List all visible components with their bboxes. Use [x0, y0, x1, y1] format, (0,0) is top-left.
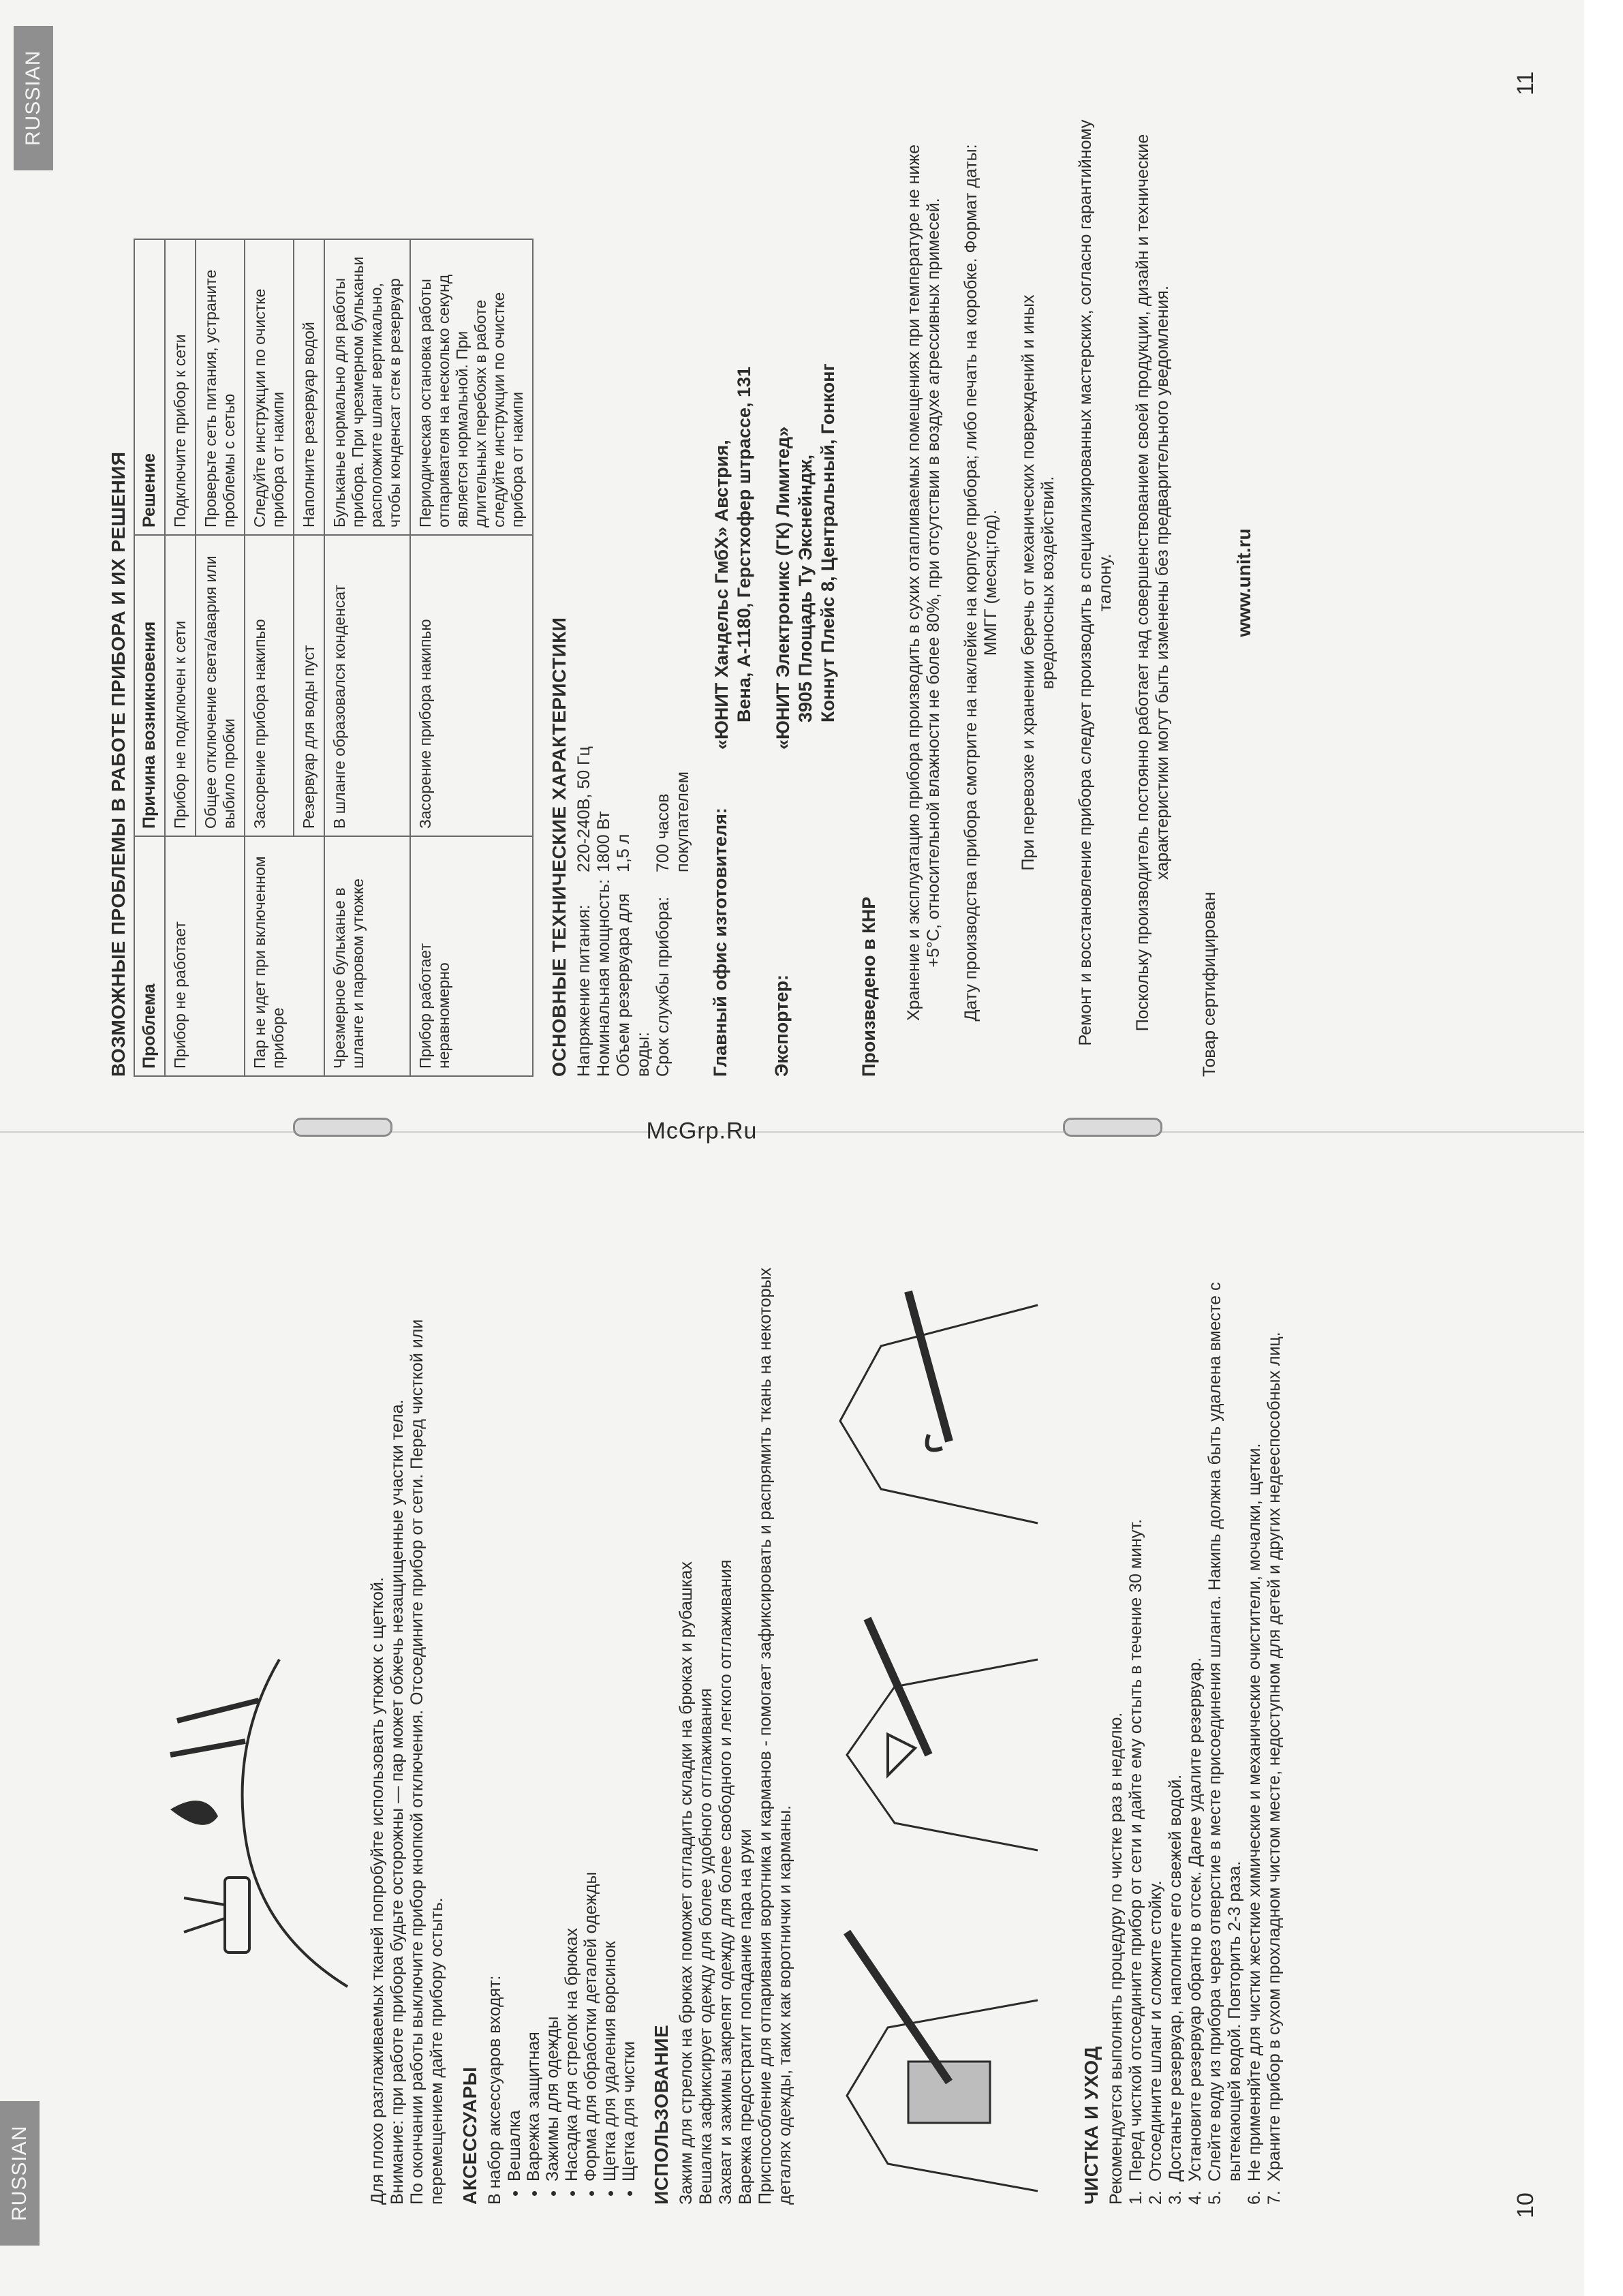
table-cell: Следуйте инструкции по очистке прибора от накипи — [245, 239, 294, 535]
step-text: Не применяйте для чистки жесткие химические и механические очистители, мочалки, щетки. — [1245, 1443, 1264, 2182]
care-steps — [1126, 1223, 1284, 2205]
garment-illustrations — [806, 1223, 1065, 2205]
table-header: Причина возникновения — [134, 535, 165, 836]
hand-mitten — [927, 1435, 943, 1450]
spec-value: 1,5 л — [614, 833, 633, 872]
step-text: Перед чисткой отсоедините прибор от сети и дайте ему остыть в течение 30 минут. — [1126, 1518, 1145, 2182]
step-text: Отсоедините шланг и сложите стойку. — [1146, 1880, 1165, 2182]
spec-key: Напряжение питания: — [574, 904, 593, 1077]
shirt-collar-illustration — [847, 1932, 1038, 2191]
repair-note: Ремонт и восстановление прибора следует производить в специализированных мастерских, согласно гарантийному талону. — [1076, 119, 1115, 1046]
head-office-label: Главный офис изготовителя: — [710, 808, 730, 1077]
step-number: 1. — [1126, 2190, 1145, 2205]
specs-title: ОСНОВНЫЕ ТЕХНИЧЕСКИЕ ХАРАКТЕРИСТИКИ — [548, 617, 570, 1077]
collar-clip — [888, 1734, 915, 1775]
staple-right — [1063, 1118, 1162, 1137]
trouble-section — [95, 89, 1255, 1077]
steam-nozzle — [908, 1291, 949, 1441]
steam-nozzle — [847, 1932, 949, 2082]
care-step — [1126, 1223, 1146, 2205]
care-step — [1186, 1223, 1205, 2205]
table-cell: Периодическая остановка работы отпаривателя на несколько секунд является нормальной. При длительных перебоях в работе следуйте инструкции по очистке прибора от накипи — [410, 239, 533, 535]
spec-row — [653, 89, 673, 1077]
list-item: • Насадка для стрелок на брюках — [562, 1223, 581, 2182]
care-title: ЧИСТКА И УХОД — [1081, 2046, 1102, 2205]
table-cell: Резервуар для воды пуст — [294, 535, 324, 836]
trouble-title: ВОЗМОЖНЫЕ ПРОБЛЕМЫ В РАБОТЕ ПРИБОРА И ИХ РЕШЕНИЯ — [108, 451, 129, 1077]
steamer-outline — [243, 1659, 347, 1987]
spec-key: Номинальная мощность: — [594, 879, 613, 1077]
table-cell: Бульканье нормально для работы прибора. При чрезмерном бульканьи расположите шланг вертикально, чтобы конденсат стек в резервуар — [324, 239, 410, 535]
step-text: Храните прибор в сухом прохладном чистом месте, недоступном для детей и других недееспособных лиц. — [1265, 1332, 1284, 2182]
table-row — [165, 239, 196, 1076]
transport-note: При перевозке и хранении беречь от механических повреждений и иных вредоносных воздействий. — [1019, 294, 1057, 871]
spec-key: Объем резервуара для воды: — [614, 893, 653, 1077]
spec-value: 220-240В, 50 Гц — [574, 746, 593, 872]
table-row — [245, 239, 294, 1076]
spec-row — [673, 89, 693, 1077]
table-cell: Прибор не работает — [165, 836, 245, 1076]
list-item: • Щетка для чистки — [619, 1223, 638, 2182]
accessories-list — [505, 1223, 638, 2205]
address-line: «ЮНИТ Хандельс ГмбХ» Австрия, — [711, 440, 732, 750]
step-text: Слейте воду из прибора через отверстие в месте присоединения шланга. Накипь должна быть удалена вместе с вытекающей водой. Повторить 2-3 раза. — [1205, 1282, 1244, 2182]
step-number: 2. — [1146, 2190, 1165, 2205]
step-number: 5. — [1205, 2190, 1224, 2205]
trouble-table — [134, 239, 534, 1077]
table-row — [410, 239, 533, 1076]
steam-jet — [177, 1700, 259, 1721]
spec-value: покупателем — [673, 771, 692, 872]
spec-row — [594, 89, 614, 1077]
table-cell: Пар не идет при включенном приборе — [245, 836, 324, 1076]
address-line: 3905 Площадь Ту Экснейндж, — [795, 454, 816, 722]
usage-title: ИСПОЛЬЗОВАНИЕ — [651, 2024, 672, 2205]
shirt-outline — [847, 1659, 1038, 1850]
usage-line: Захват и зажимы закрепят одежду для более свободного и легкого отглаживания — [716, 1559, 735, 2205]
spec-key: Срок службы прибора: — [653, 896, 673, 1077]
language-tab: RUSSIAN — [0, 2101, 40, 2246]
table-cell: В шланге образовался конденсат — [324, 535, 410, 836]
certified-note: Товар сертифицирован — [1200, 891, 1219, 1077]
address-line: Вена, А-1180, Герстхофер штрассе, 131 — [734, 366, 754, 722]
care-step — [1146, 1223, 1166, 2205]
specs-list — [574, 89, 693, 1077]
list-item: • Зажимы для одежды — [543, 1223, 562, 2182]
steam-drop-icon — [170, 1801, 218, 1825]
spec-value: 700 часов — [653, 793, 673, 872]
list-item: • Щетка для удаления ворсинок — [600, 1223, 619, 2182]
table-cell: Наполните резервуар водой — [294, 239, 324, 535]
table-header: Решение — [134, 239, 165, 535]
usage-line: Зажим для стрелок на брюках поможет отгладить складки на брюках и рубашках — [677, 1561, 696, 2205]
usage-line: Вешалка зафиксирует одежду для более удобного отглаживания — [696, 1688, 715, 2205]
intro-line: Внимание: при работе прибора будьте осторожны — пар может обжечь незащищенные участки тела. — [388, 1399, 407, 2205]
care-step — [1205, 1223, 1245, 2205]
step-text: Достаньте резервуар, наполните его свежей водой. — [1166, 1774, 1185, 2182]
page-fold-line — [0, 1131, 1623, 1133]
intro-line: Для плохо разглаживаемых тканей попробуйте использовать утюжок с щеткой. — [368, 1577, 387, 2205]
table-header: Проблема — [134, 836, 165, 1076]
table-cell: Проверьте сеть питания, устраните проблемы с сетью — [196, 239, 245, 535]
table-row — [324, 239, 410, 1076]
table-cell: Засорение прибора накипью — [410, 535, 533, 836]
brush-head — [225, 1878, 249, 1953]
watermark: McGrp.Ru — [646, 1118, 758, 1144]
collar-form — [908, 2062, 990, 2123]
care-step — [1245, 1223, 1265, 2205]
spec-key — [673, 872, 693, 1077]
page-number: 10 — [1513, 2192, 1539, 2218]
step-number: 7. — [1265, 2190, 1284, 2205]
care-step — [1166, 1223, 1186, 2205]
page-11 — [22, 48, 1588, 1097]
usage-line: Приспособление для отпаривания воротника и карманов - помогает зафиксировать и распрямить ткань на некоторых деталях одежды, таких как воротнички и карманы. — [756, 1267, 794, 2205]
table-cell: Общее отключение света/авария или выбило пробки — [196, 535, 245, 836]
step-number: 6. — [1245, 2190, 1264, 2205]
head-office — [711, 89, 756, 1077]
exporter-label: Экспортер: — [771, 974, 792, 1077]
spec-row — [574, 89, 594, 1077]
table-cell: Прибор не подключен к сети — [165, 535, 196, 836]
brush-illustration — [143, 1632, 368, 2014]
staple-left — [293, 1118, 392, 1137]
page10-content — [368, 1223, 1284, 2205]
list-item: • Вешалка — [505, 1223, 524, 2182]
website: www.unit.ru — [1233, 528, 1254, 637]
page-number: 11 — [1513, 71, 1539, 95]
table-cell: Чрезмерное бульканье в шланге и паровом утюжке — [324, 836, 410, 1076]
jacket-illustration — [840, 1291, 1038, 1523]
brush-handle — [184, 1898, 225, 1932]
accessories-title: АКСЕССУАРЫ — [459, 2066, 480, 2205]
address-line: «ЮНИТ Электроникс (ГК) Лимитед» — [773, 426, 793, 750]
language-tab: RUSSIAN — [14, 26, 53, 170]
list-item: • Форма для обработки деталей одежды — [581, 1223, 600, 2182]
care-step — [1265, 1223, 1284, 2205]
table-cell: Подключите прибор к сети — [165, 239, 196, 535]
improve-note: Поскольку производитель постоянно работает над совершенствованием своей продукции, дизайн и технические характеристики могут быть изменены без предварительного уведомления. — [1133, 134, 1172, 1032]
shirt-pocket-illustration — [847, 1619, 1038, 1850]
step-number: 3. — [1166, 2190, 1185, 2205]
list-item: • Варежка защитная — [524, 1223, 543, 2182]
step-text: Установите резервуар обратно в отсек. Далее удалите резервуар. — [1186, 1657, 1205, 2182]
address-line: Коннут Плейс 8, Центральный, Гонконг — [818, 363, 838, 722]
paper-edge — [1584, 0, 1623, 2296]
made-in: Произведено в КНР — [859, 896, 879, 1077]
accessories-intro: В набор аксессуаров входят: — [485, 1975, 504, 2205]
step-number: 4. — [1186, 2190, 1205, 2205]
steam-jet — [170, 1741, 245, 1755]
head-office-address — [711, 367, 756, 750]
usage-line: Варежка предостратит попадание пара на руки — [736, 1828, 755, 2205]
steam-nozzle — [867, 1619, 929, 1755]
storage-note: Хранение и эксплуатацию прибора производить в сухих отапливаемых помещениях при температуре не ниже +5°С, относительной влажности не более 80%, при отсутствии в воздухе агрессивных примесей. — [904, 144, 943, 1022]
table-cell: Прибор работает неравномерно — [410, 836, 533, 1076]
page-10 — [8, 1169, 1574, 2221]
exporter — [772, 89, 839, 1077]
spec-value: 1800 Вт — [594, 811, 613, 872]
exporter-address — [772, 363, 839, 750]
date-note: Дату производства прибора смотрите на наклейке на корпусе прибора; либо печать на коробке. Формат даты: ММГГ (месяц;год). — [961, 144, 1000, 1022]
care-intro: Рекомендуется выполнять процедуру по чистке раз в неделю. — [1107, 1712, 1126, 2205]
intro-line: По окончании работы выключите прибор кнопкой отключения. Отсоедините прибор от сети. Перед чисткой или перемещением дайте прибору остыть. — [407, 1319, 446, 2205]
spec-row — [614, 89, 653, 1077]
table-cell: Засорение прибора накипью — [245, 535, 294, 836]
